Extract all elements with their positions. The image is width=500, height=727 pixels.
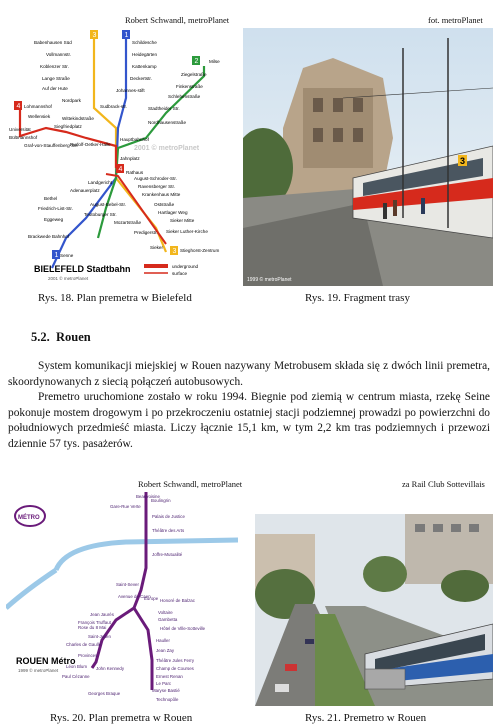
river-2 [6, 570, 56, 608]
station-label: Nordhausenstraße [148, 120, 187, 125]
svg-text:Georges Braque: Georges Braque [88, 691, 121, 696]
station-label: Predigerstr. [134, 230, 158, 235]
fig19-credit: fot. metroPlanet [428, 15, 483, 25]
station-label: Stadtheider Str. [148, 106, 180, 111]
station-label: Sudbrack-str. [100, 104, 128, 109]
station-label: Kattenkamp [132, 64, 157, 69]
map-watermark: 2001 © metroPlanet [134, 145, 200, 152]
station-label: Brackwede Bahnhof [28, 234, 70, 239]
station-label: Friedrich-List-Str. [38, 206, 73, 211]
svg-text:Paul Cézanne: Paul Cézanne [62, 674, 90, 679]
svg-text:3: 3 [172, 248, 177, 255]
station-label: Graf-von-Stauffenberg-Str. [24, 143, 79, 148]
section-title: Rouen [56, 330, 91, 344]
section-heading [31, 330, 91, 345]
station-label: Schlehenstraße [168, 94, 201, 99]
svg-text:Technopôle: Technopôle [156, 697, 179, 702]
svg-text:Hauller: Hauller [156, 638, 170, 643]
bielefeld-map-svg [6, 28, 238, 286]
station-label: Vollmannstr. [46, 52, 72, 57]
svg-text:Théâtre des Arts: Théâtre des Arts [152, 528, 185, 533]
station-label: Heidegärten [132, 52, 158, 57]
rouen-trunk [134, 492, 146, 608]
station-label: Siegfriedplatz [54, 124, 82, 129]
svg-text:4: 4 [16, 103, 21, 110]
station-label: Landgericht [88, 180, 113, 185]
svg-text:Ernest Renan: Ernest Renan [156, 674, 183, 679]
station-label: Milse [209, 59, 220, 64]
svg-text:1: 1 [124, 32, 129, 39]
station-label: August-Schroder-Str. [134, 176, 177, 181]
station-label: Auf der Hute [42, 86, 68, 91]
svg-text:Gambetta: Gambetta [158, 617, 178, 622]
fig19-caption: Rys. 19. Fragment trasy [305, 292, 410, 304]
station-label: Sieker Luther-Kirche [166, 229, 208, 234]
legend-underground-swatch [144, 264, 168, 268]
station-label: Hauptbahnhof [120, 137, 149, 142]
svg-text:Gare-Rue Verte: Gare-Rue Verte [110, 504, 141, 509]
svg-text:Palais de Justice: Palais de Justice [152, 514, 185, 519]
bielefeld-photo [243, 28, 493, 286]
station-label: Rathaus [126, 170, 144, 175]
station-label: Nordpark [62, 98, 81, 103]
svg-text:Champ de Courses: Champ de Courses [156, 666, 194, 671]
svg-text:Avenue de Caen: Avenue de Caen [118, 594, 151, 599]
svg-text:2: 2 [194, 58, 199, 65]
fig20-caption: Rys. 20. Plan premetra w Rouen [50, 712, 193, 724]
paragraph-2: Premetro uruchomione zostało w roku 1994. Biegnie pod ziemią w centrum miasta, rzekę Seine pokonuje mostem drogowym i po przekroczeniu ostatniej stacji podziemnej prowadzi po powierzchni do południowych przedmieść miasta. Liczy łącznie 15,1 km, w tym 2,2 km tras podziemnych i przewozi dziennie 57 tys. pasażerów. [8, 391, 490, 450]
fig20-credit: Robert Schwandl, metroPlanet [138, 479, 243, 489]
station-label: Sieker Mitte [170, 218, 195, 223]
svg-text:Le Parc: Le Parc [156, 681, 172, 686]
rouen-south-branch [134, 608, 152, 690]
station-label: Ravensberger Str. [138, 184, 176, 189]
svg-text:Jean Zay: Jean Zay [156, 648, 175, 653]
svg-text:3: 3 [92, 32, 97, 39]
station-label: Jahnplatz [120, 156, 140, 161]
svg-text:Léon Blum: Léon Blum [66, 664, 87, 669]
svg-text:Saint-Sever: Saint-Sever [116, 582, 139, 587]
svg-text:Joffre-Mutualité: Joffre-Mutualité [152, 552, 183, 557]
svg-text:Europe: Europe [144, 596, 159, 601]
station-label: Deckertstr. [130, 76, 152, 81]
station-label: Wittekindstraße [62, 116, 94, 121]
station-label: Oststraße [154, 202, 175, 207]
station-label: Senne [60, 253, 74, 258]
svg-text:Boulingrin: Boulingrin [151, 498, 171, 503]
station-label: Krankenhaus Mitte [142, 192, 181, 197]
map-copyright: 1999 © metroPlanet [18, 668, 59, 673]
station-label: Rudolf-Oetker-Halle [70, 142, 111, 147]
svg-text:Voltaire: Voltaire [158, 610, 173, 615]
station-label: Universität [9, 127, 31, 132]
rouen-map [6, 490, 238, 710]
map-copyright: 2001 © metroPlanet [48, 276, 89, 281]
svg-text:1: 1 [54, 252, 59, 259]
station-label: Adenauerplatz [70, 188, 100, 193]
fig18-credit: Robert Schwandl, metroPlanet [125, 15, 230, 25]
tram-line-number: 3 [460, 156, 466, 166]
legend-surface-label: surface [172, 271, 188, 276]
svg-text:Rose du 8 Mai: Rose du 8 Mai [78, 625, 107, 630]
station-label: Wellensiek [28, 114, 51, 119]
svg-text:Charles de Gaulle: Charles de Gaulle [66, 642, 102, 647]
station-label: Eggeweg [44, 217, 64, 222]
station-label: Lange Straße [42, 76, 70, 81]
svg-text:François Truffaut: François Truffaut [78, 620, 111, 625]
svg-text:Hôtel de Ville-Sotteville: Hôtel de Ville-Sotteville [160, 626, 206, 631]
bielefeld-map [6, 28, 238, 286]
paragraph-1: System komunikacji miejskiej w Rouen nazywany Metrobusem składa się z dwóch linii premetra, skoordynowanych z siecią połączeń autobusowych. [8, 360, 490, 388]
station-label: Johannes-stift [116, 88, 145, 93]
svg-text:Beauvoisine: Beauvoisine [136, 494, 160, 499]
legend-underground-label: underground [172, 264, 199, 269]
svg-text:Provinces: Provinces [78, 653, 98, 658]
station-label: Lohmannshof [24, 104, 52, 109]
station-label: Hartlager Weg [158, 210, 188, 215]
station-label: Finkenstraße [176, 84, 203, 89]
rouen-photo [255, 514, 493, 706]
svg-text:MÉTRO: MÉTRO [18, 515, 40, 521]
fig21-credit: za Rail Club Sottevillais [402, 479, 485, 489]
station-label: Teutoburger Str. [84, 212, 117, 217]
section-number: 5.2. [31, 330, 50, 344]
fig21-caption: Rys. 21. Premetro w Rouen [305, 712, 427, 724]
svg-text:Saint-Julien: Saint-Julien [88, 634, 111, 639]
station-label: Bültmannshof [9, 135, 38, 140]
svg-text:Maryse Bastié: Maryse Bastié [152, 688, 180, 693]
svg-text:Théâtre Jules Ferry: Théâtre Jules Ferry [156, 658, 195, 663]
station-label: Sieker [150, 245, 164, 250]
station-label: Bethel [44, 196, 58, 201]
svg-text:Honoré de Balzac: Honoré de Balzac [160, 598, 195, 603]
svg-text:4: 4 [118, 166, 123, 173]
photo-stamp: 1999 © metroPlanet [247, 277, 292, 283]
svg-text:John Kennedy: John Kennedy [96, 666, 125, 671]
station-label: Mozartstraße [114, 220, 142, 225]
map-title: ROUEN Métro [16, 656, 76, 666]
station-label: August-Bebel-Str. [90, 202, 127, 207]
station-label: Babenhausen Süd [34, 40, 72, 45]
rouen-map-svg [6, 490, 238, 710]
station-label: Koblenzer Str. [40, 64, 69, 69]
svg-text:Jean Jaurès: Jean Jaurès [90, 612, 114, 617]
fig18-caption: Rys. 18. Plan premetra w Bielefeld [38, 292, 192, 304]
station-label: Ziegelstraße [181, 72, 207, 77]
station-label: Schildesche [132, 40, 157, 45]
map-title: BIELEFELD Stadtbahn [34, 264, 131, 274]
station-label: Stieghorst-Zentrum [180, 248, 220, 253]
